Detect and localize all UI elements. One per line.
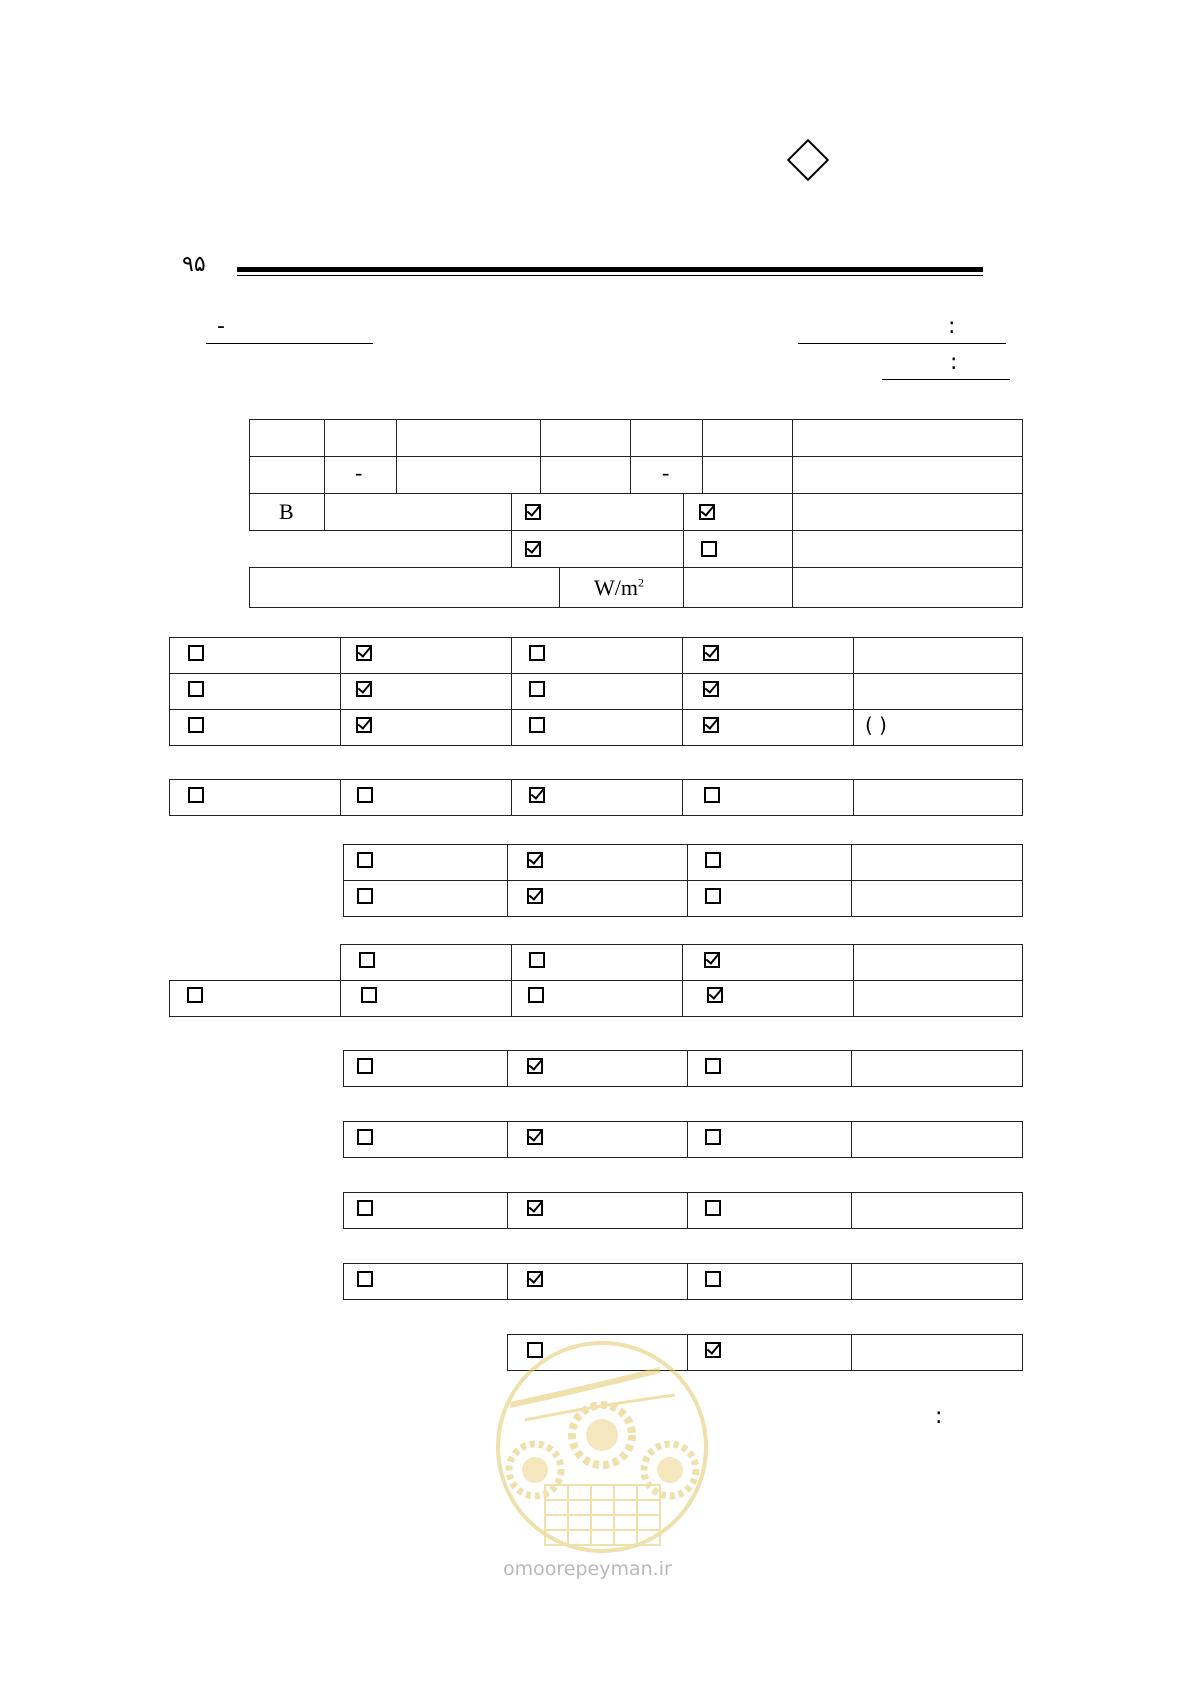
checkbox[interactable] [357, 1129, 373, 1145]
table-cell [687, 1192, 852, 1229]
checkbox[interactable] [527, 1271, 543, 1287]
table-cell [343, 1121, 508, 1158]
checkbox[interactable] [357, 888, 373, 904]
table-cell [507, 880, 688, 917]
table-cell [792, 419, 1023, 457]
table-cell [683, 567, 793, 608]
table-cell [687, 1121, 852, 1158]
table-cell [511, 673, 683, 710]
table-cell [249, 456, 325, 494]
checkbox[interactable] [527, 1129, 543, 1145]
table-cell [511, 493, 684, 531]
checkbox[interactable] [529, 645, 545, 661]
checkbox[interactable] [527, 852, 543, 868]
table-cell [559, 567, 684, 608]
table-cell [682, 779, 854, 816]
table-cell [324, 419, 397, 457]
table-cell [511, 779, 683, 816]
table-cell [851, 880, 1023, 917]
table-cell [851, 1050, 1023, 1087]
checkbox[interactable] [529, 717, 545, 733]
table-cell [169, 673, 341, 710]
checkbox[interactable] [527, 1200, 543, 1216]
field-colon: : [950, 350, 958, 375]
table-cell [324, 456, 397, 494]
table-cell [851, 1263, 1023, 1300]
checkbox[interactable] [357, 852, 373, 868]
table-cell [851, 1192, 1023, 1229]
table-cell [540, 456, 631, 494]
table-cell [340, 673, 512, 710]
table-cell [682, 637, 854, 674]
checkbox[interactable] [188, 645, 204, 661]
table-cell [249, 493, 325, 531]
table-cell [682, 673, 854, 710]
table-cell [682, 980, 854, 1017]
table-cell [507, 1050, 688, 1087]
table-cell [343, 1192, 508, 1229]
checkbox[interactable] [528, 987, 544, 1003]
table-cell [683, 530, 793, 568]
checkbox[interactable] [527, 1058, 543, 1074]
table-cell [340, 944, 512, 981]
table-cell [340, 779, 512, 816]
table-cell [851, 1334, 1023, 1371]
table-cell [630, 456, 703, 494]
field-underline-left [206, 343, 373, 344]
table-cell [682, 944, 854, 981]
table-cell [702, 456, 793, 494]
table-cell [630, 419, 703, 457]
table-cell [507, 1263, 688, 1300]
table-cell [683, 493, 793, 531]
field-colon: : [935, 1404, 943, 1429]
table-cell [853, 980, 1023, 1017]
checkbox[interactable] [705, 888, 721, 904]
table-cell [343, 1263, 508, 1300]
checkbox[interactable] [705, 852, 721, 868]
table-cell [340, 709, 512, 746]
watermark-site-text: omoorepeyman.ir [503, 1558, 672, 1580]
table-cell [507, 1121, 688, 1158]
table-cell [511, 944, 683, 981]
table-cell [792, 530, 1023, 568]
table-cell [853, 673, 1023, 710]
table-cell [507, 844, 688, 881]
table-cell [540, 419, 631, 457]
header-rule [237, 267, 983, 272]
checkbox[interactable] [705, 1200, 721, 1216]
checkbox[interactable] [357, 1058, 373, 1074]
table-cell [792, 493, 1023, 531]
table-cell [343, 844, 508, 881]
checkbox[interactable] [525, 504, 541, 520]
checkbox[interactable] [356, 645, 372, 661]
table-cell [682, 709, 854, 746]
unit-label: $W/m^2$ [594, 575, 644, 600]
page-number: ۹۵ [182, 252, 206, 277]
checkbox[interactable] [529, 681, 545, 697]
header-rule-thin [237, 275, 983, 276]
checkbox[interactable] [357, 787, 373, 803]
checkbox[interactable] [704, 952, 720, 968]
table-cell [853, 944, 1023, 981]
table-cell [249, 567, 560, 608]
table-cell [702, 419, 793, 457]
checkbox[interactable] [356, 681, 372, 697]
checkbox[interactable] [359, 952, 375, 968]
checkbox[interactable] [188, 717, 204, 733]
table-cell [511, 637, 683, 674]
table-cell [851, 1121, 1023, 1158]
table-cell [169, 779, 341, 816]
checkbox[interactable] [357, 1200, 373, 1216]
table-cell [169, 980, 341, 1017]
field-underline-right-2 [882, 379, 1010, 380]
paren-label: ( ) [865, 713, 887, 737]
table-cell [396, 456, 541, 494]
checkbox[interactable] [705, 1058, 721, 1074]
checkbox[interactable] [703, 681, 719, 697]
table-cell [340, 637, 512, 674]
table-cell [511, 530, 684, 568]
checkbox[interactable] [188, 787, 204, 803]
checkbox[interactable] [361, 987, 377, 1003]
table-cell [853, 779, 1023, 816]
checkbox[interactable] [703, 717, 719, 733]
table-cell [507, 1192, 688, 1229]
table-cell [396, 419, 541, 457]
checkbox[interactable] [525, 541, 541, 557]
field-underline-right [798, 343, 1006, 344]
checkbox[interactable] [705, 1129, 721, 1145]
checkbox[interactable] [707, 987, 723, 1003]
table-cell [169, 709, 341, 746]
checkbox[interactable] [188, 681, 204, 697]
checkbox[interactable] [699, 504, 715, 520]
field-colon: : [948, 314, 956, 339]
table-cell [324, 493, 512, 531]
table-cell [249, 419, 325, 457]
checkbox[interactable] [701, 541, 717, 557]
diamond-ornament-icon [787, 139, 829, 181]
table-cell [343, 880, 508, 917]
table-cell [853, 709, 1023, 746]
table-cell [340, 980, 512, 1017]
checkbox[interactable] [703, 645, 719, 661]
table-cell [853, 637, 1023, 674]
table-cell [687, 880, 852, 917]
checkbox[interactable] [356, 717, 372, 733]
checkbox[interactable] [187, 987, 203, 1003]
table-cell [343, 1050, 508, 1087]
checkbox[interactable] [527, 888, 543, 904]
table-cell [851, 844, 1023, 881]
table-cell [792, 456, 1023, 494]
field-dash: - [217, 314, 225, 339]
checkbox[interactable] [529, 952, 545, 968]
checkbox[interactable] [705, 1271, 721, 1287]
table-cell [687, 1263, 852, 1300]
checkbox[interactable] [357, 1271, 373, 1287]
table-cell [169, 637, 341, 674]
dash-mark: - [662, 460, 670, 485]
checkbox[interactable] [704, 787, 720, 803]
watermark-logo-icon [490, 1335, 715, 1560]
table-cell [511, 980, 683, 1017]
table-cell [792, 567, 1023, 608]
table-cell [687, 1050, 852, 1087]
dash-mark: - [355, 460, 363, 485]
class-label: B [279, 499, 294, 524]
table-cell [687, 844, 852, 881]
checkbox[interactable] [529, 787, 545, 803]
table-cell [511, 709, 683, 746]
